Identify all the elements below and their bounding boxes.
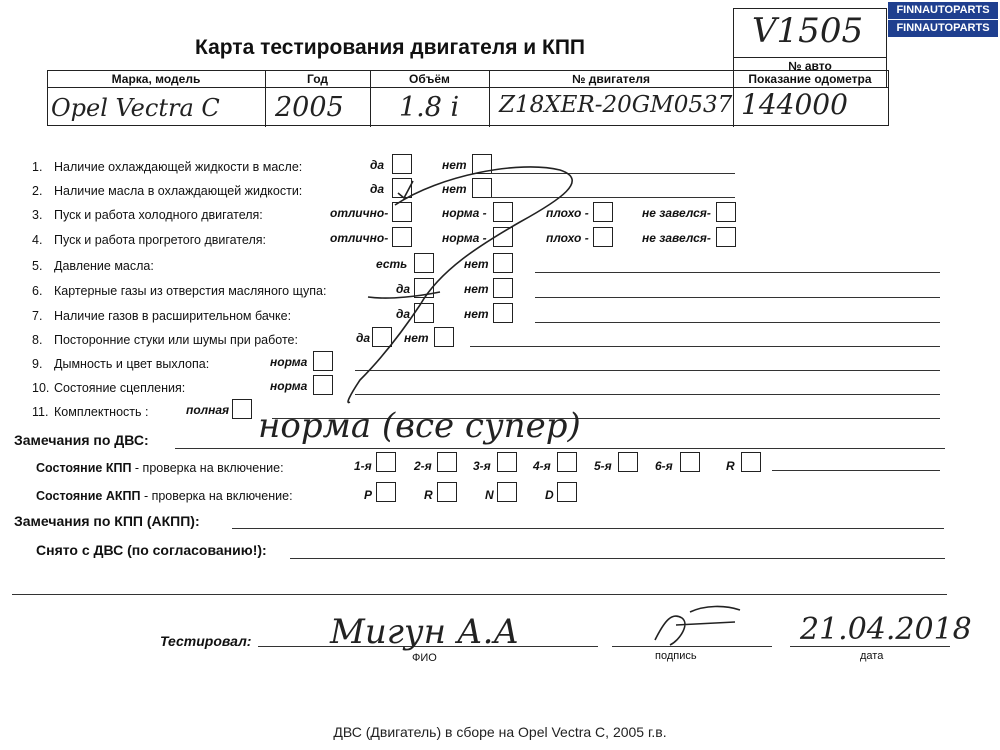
auto-number-label: № авто: [788, 59, 832, 73]
watermark-logo: FINNAUTOPARTS: [888, 20, 998, 37]
question-label: Давление масла:: [54, 259, 154, 273]
tested-name-handwritten: Мигун А.А: [330, 612, 520, 652]
question-number: 1.: [32, 160, 43, 174]
watermark-logo: FINNAUTOPARTS: [888, 2, 998, 19]
dvs-remarks-handwritten: норма (все супер): [258, 406, 581, 446]
underline-stroke: [368, 292, 440, 298]
option-label: плохо -: [546, 231, 589, 245]
option-label: нет: [404, 331, 429, 345]
question-number: 11.: [32, 405, 49, 419]
question-number: 8.: [32, 333, 43, 347]
header-make-model: Марка, модель: [111, 72, 201, 86]
question-number: 3.: [32, 208, 43, 222]
option-label: норма: [270, 379, 308, 393]
removed-label: Снято с ДВС (по согласованию!):: [36, 542, 267, 558]
option-label: норма -: [442, 231, 487, 245]
option-label: норма -: [442, 206, 487, 220]
option-label: нет: [442, 182, 467, 196]
option-label: плохо -: [546, 206, 589, 220]
option-label: не завелся-: [642, 206, 711, 220]
header-volume: Объём: [409, 72, 450, 86]
fio-caption: ФИО: [412, 652, 437, 664]
gear-label: 5-я: [594, 459, 612, 473]
form-title: Карта тестирования двигателя и КПП: [195, 36, 586, 59]
value-odometer: 144000: [741, 88, 848, 121]
option-label: да: [356, 331, 371, 345]
gear-label: 4-я: [533, 459, 551, 473]
question-number: 10.: [32, 381, 50, 395]
option-label: отлично-: [330, 206, 389, 220]
dvs-remarks-label: Замечания по ДВС:: [14, 432, 149, 448]
akpp-label: Состояние АКПП - проверка на включение:: [36, 489, 293, 503]
kpp-label: Состояние КПП - проверка на включение:: [36, 461, 284, 475]
option-label: да: [396, 282, 411, 296]
value-year: 2005: [275, 92, 344, 123]
option-label: отлично-: [330, 231, 389, 245]
akpp-position-label: D: [545, 488, 554, 502]
question-label: Дымность и цвет выхлопа:: [54, 357, 210, 371]
header-engine-no: № двигателя: [572, 72, 650, 86]
gear-label: 2-я: [414, 459, 432, 473]
option-label: не завелся-: [642, 231, 711, 245]
date-handwritten: 21.04.2018: [800, 612, 972, 647]
gear-label: 1-я: [354, 459, 372, 473]
option-label: норма: [270, 355, 308, 369]
loop-stroke: [348, 167, 572, 403]
question-label: Наличие охлаждающей жидкости в масле:: [54, 160, 303, 174]
option-label: нет: [464, 257, 489, 271]
question-number: 7.: [32, 309, 43, 323]
question-label: Состояние сцепления:: [54, 381, 186, 395]
gear-label: 6-я: [655, 459, 673, 473]
question-label: Пуск и работа холодного двигателя:: [54, 208, 263, 222]
option-label: нет: [464, 307, 489, 321]
akpp-position-label: R: [424, 488, 433, 502]
value-make-model: Opel Vectra C: [51, 94, 220, 122]
option-label: да: [370, 182, 385, 196]
header-year: Год: [307, 72, 328, 86]
question-number: 4.: [32, 233, 43, 247]
photo-caption: ДВС (Двигатель) в сборе на Opel Vectra C, 2005 г.в.: [333, 724, 667, 740]
option-label: нет: [442, 158, 467, 172]
value-engine-no: Z18XER-20GM0537: [499, 92, 733, 118]
option-label: да: [396, 307, 411, 321]
question-label: Наличие масла в охлаждающей жидкости:: [54, 184, 303, 198]
value-volume: 1.8 i: [399, 92, 460, 123]
option-label: да: [370, 158, 385, 172]
question-number: 5.: [32, 259, 43, 273]
option-label: есть: [376, 257, 408, 271]
gear-label: R: [726, 459, 735, 473]
gear-label: 3-я: [473, 459, 491, 473]
question-number: 6.: [32, 284, 43, 298]
akpp-position-label: P: [364, 488, 373, 502]
signature-caption: подпись: [655, 650, 697, 662]
question-label: Пуск и работа прогретого двигателя:: [54, 233, 266, 247]
kpp-remarks-label: Замечания по КПП (АКПП):: [14, 513, 200, 529]
signature-stroke: [655, 606, 740, 645]
option-label: нет: [464, 282, 489, 296]
auto-number-handwritten: V1505: [752, 11, 864, 51]
option-label: полная: [186, 403, 230, 417]
tested-label: Тестировал:: [160, 633, 252, 649]
question-label: Наличие газов в расширительном бачке:: [54, 309, 292, 323]
question-label: Картерные газы из отверстия масляного щупа:: [54, 284, 327, 298]
header-odometer: Показание одометра: [748, 72, 872, 86]
question-number: 9.: [32, 357, 43, 371]
question-number: 2.: [32, 184, 43, 198]
question-label: Посторонние стуки или шумы при работе:: [54, 333, 298, 347]
date-caption: дата: [860, 650, 884, 662]
akpp-position-label: N: [485, 488, 494, 502]
question-label: Комплектность :: [54, 405, 149, 419]
